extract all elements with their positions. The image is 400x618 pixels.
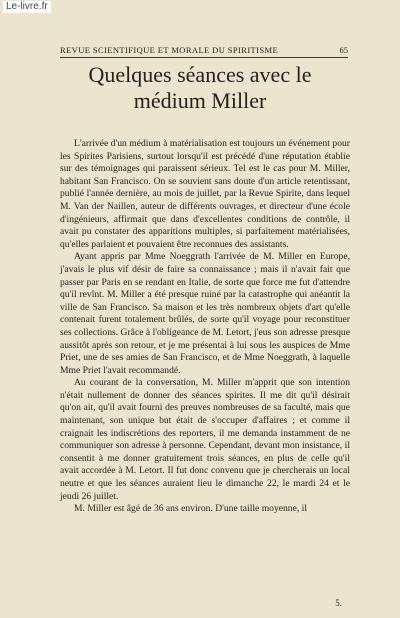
article-title <box>40 62 360 114</box>
running-header <box>60 45 348 58</box>
signature-mark: 5. <box>335 598 342 608</box>
page-number: 65 <box>339 45 348 55</box>
running-title: REVUE SCIENTIFIQUE ET MORALE DU SPIRITISME <box>60 45 279 55</box>
watermark-logo: Le-livre.fr <box>3 1 51 13</box>
paragraph: Au courant de la conversation, M. Miller m'apprit que son intention n'était nullement de donner des séances spirites. Il me dit qu'il désirait qu'on ait, qu'il avait fourni des preuves nombreuses de sa faculté, mais que maintenant, son unique but était de s'occuper d'affaires ; et comme il craignait les indiscrétions des reporters, il me demanda instamment de ne communiquer son adresse à personne. Cependant, devant mon insistance, il consentit à me donner gratuitement trois séances, en plus de celle qu'il avait accordée à M. Letort. Il fut donc convenu que je chercherais un local neutre et que les séances auraient lieu le dimanche 22, le mardi 24 et le jeudi 26 juillet. <box>60 377 350 502</box>
paragraph: L'arrivée d'un médium à matérialisation est toujours un événement pour les Spirites Parisiens, surtout lorsqu'il est précédé d'une réputation établie sur des témoignages qui paraissent sérieux. Tel est le cas pour M. Miller, habitant San Francisco. On se souvient sans doute d'un article retentissant, publié l'année dernière, au mois de juillet, par la Revue Spirite, dans lequel M. Van der Naillen, auteur de différents ouvrages, et directeur d'une école d'ingénieurs, affirmait que dans d'excellentes conditions de contrôle, il avait pu constater des apparitions multiples, si parfaitement matérialisées, qu'elles parlaient et pouvaient être reconnues des assistants. <box>60 138 350 250</box>
article-title-line-1: Quelques séances avec le <box>88 62 312 87</box>
paragraph: Ayant appris par Mme Noeggrath l'arrivée de M. Miller en Europe, j'avais le plus vif désir de faire sa connaissance ; mais il n'avait fait que passer par Paris en se rendant en Italie, de sorte que force me fut d'attendre qu'il revînt. M. Miller a été presque ruiné par la catastrophe qui anéantit la ville de San Francisco. Sa maison et les très nombreux objets d'art qu'elle contenait furent totalement brûlés, de sorte qu'il voyage pour reconstituer ses collections. Grâce à l'obligeance de M. Letort, j'eus son adresse presque aussitôt après son retour, et je me présentai à lui sous les auspices de Mme Priet, une de ses amies de San Francisco, et de Mme Noeggrath, à laquelle Mme Priet l'avait recommandé. <box>60 251 350 376</box>
article-body <box>60 138 350 516</box>
paragraph: M. Miller est âgé de 36 ans environ. D'une taille moyenne, il <box>74 503 307 515</box>
article-title-line-2: médium Miller <box>133 88 267 113</box>
